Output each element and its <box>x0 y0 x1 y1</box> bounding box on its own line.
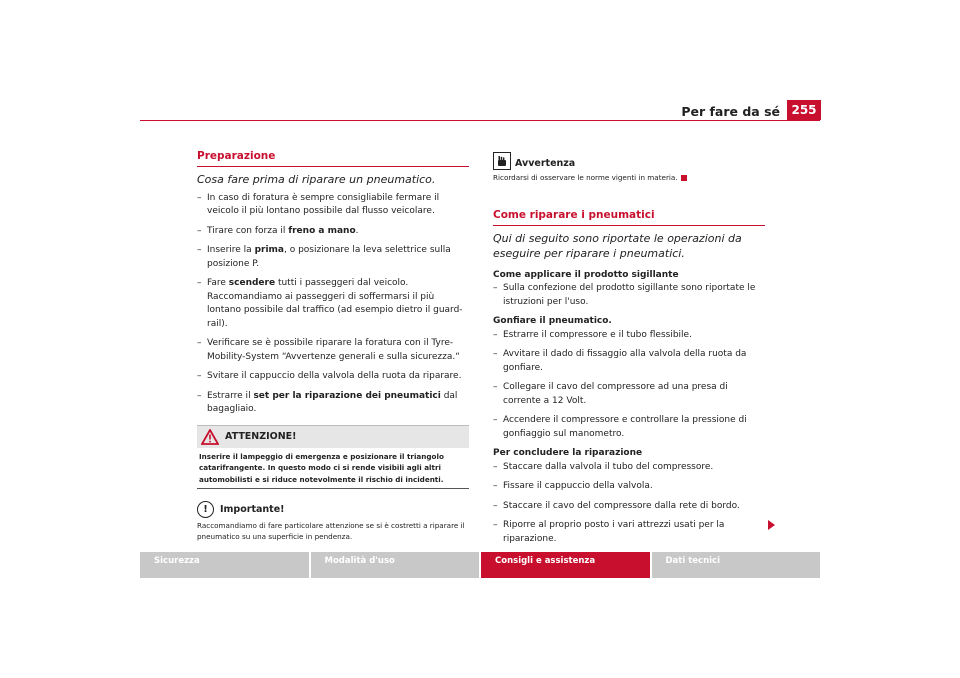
subsection-heading: Gonfiare il pneumatico. <box>493 316 612 326</box>
list-item: – Sulla confezione del prodotto sigillante sono riportate le istruzioni per l'uso. <box>493 282 765 309</box>
tip-header <box>493 152 765 170</box>
warning-body: Inserire il lampeggio di emergenza e posizionare il triangolo catarifrangente. In questo modo ci si rende visibili agli altri automobilisti e si riduce notevolmente il rischio di incidenti. <box>199 451 444 484</box>
note-body: Raccomandiamo di fare particolare attenzione se si è costretti a riparare il pneumatico su una superficie in pendenza. <box>197 521 465 541</box>
list-item: – Tirare con forza il freno a mano. <box>197 225 469 239</box>
list-item: – Riporre al proprio posto i vari attrezzi usati per la riparazione. <box>493 519 765 546</box>
list-item: – Fissare il cappuccio della valvola. <box>493 480 765 494</box>
continue-arrow-icon[interactable] <box>768 520 775 530</box>
list-item: – Staccare dalla valvola il tubo del compressore. <box>493 461 765 475</box>
tip-title: Avvertenza <box>515 157 576 169</box>
warning-title: ATTENZIONE! <box>225 430 297 442</box>
list-item: – Estrarre il compressore e il tubo flessibile. <box>493 329 765 343</box>
exclamation-circle-icon: ! <box>197 501 214 518</box>
list-item: – Verificare se è possibile riparare la foratura con il Tyre-Mobility-System “Avvertenze generali e sulla sicurezza.“ <box>197 337 469 364</box>
section-subtitle: Qui di seguito sono riportate le operazioni da eseguire per riparare i pneumatici. <box>493 231 742 260</box>
header-rule <box>140 120 820 121</box>
note-header <box>197 501 469 518</box>
list-item: – Estrarre il set per la riparazione dei pneumatici dal bagagliaio. <box>197 390 469 417</box>
section-subtitle: Cosa fare prima di riparare un pneumatico. <box>197 172 436 186</box>
list-item: – In caso di foratura è sempre consigliabile fermare il veicolo il più lontano possibile dal flusso veicolare. <box>197 192 469 219</box>
tab-consigli-assistenza[interactable]: Consigli e assistenza <box>481 552 652 578</box>
list-item: – Accendere il compressore e controllare la pressione di gonfiaggio sul manometro. <box>493 414 765 441</box>
end-mark-icon <box>681 175 687 181</box>
subsection-heading: Come applicare il prodotto sigillante <box>493 269 679 280</box>
section-rule <box>493 225 765 226</box>
list-item: – Staccare il cavo del compressore dalla rete di bordo. <box>493 500 765 514</box>
tab-sicurezza[interactable]: Sicurezza <box>140 552 311 578</box>
list-item: – Avvitare il dado di fissaggio alla valvola della ruota da gonfiare. <box>493 348 765 375</box>
warning-box <box>197 425 469 490</box>
list-item: – Collegare il cavo del compressore ad una presa di corrente a 12 Volt. <box>493 381 765 408</box>
section-title-come-riparare: Come riparare i pneumatici <box>493 209 655 221</box>
right-column <box>493 150 765 552</box>
page-number: 255 <box>787 100 821 120</box>
footer-nav <box>140 552 820 578</box>
section-rule <box>197 166 469 167</box>
tab-modalita-uso[interactable]: Modalità d'uso <box>311 552 482 578</box>
page-header-title: Per fare da sé <box>681 104 780 119</box>
left-column <box>197 150 469 542</box>
warning-triangle-icon <box>201 429 219 445</box>
subsection-heading: Per concludere la riparazione <box>493 448 643 458</box>
section-title-preparazione: Preparazione <box>197 150 276 162</box>
tip-body: Ricordarsi di osservare le norme vigenti in materia. <box>493 172 765 183</box>
tab-dati-tecnici[interactable]: Dati tecnici <box>652 552 821 578</box>
note-title: Importante! <box>220 503 285 515</box>
hand-pointing-icon <box>493 152 511 170</box>
list-item: – Inserire la prima, o posizionare la leva selettrice sulla posizione P. <box>197 244 469 271</box>
list-item: – Fare scendere tutti i passeggeri dal veicolo. Raccomandiamo ai passeggeri di soffermarsi il più lontano possibile dal traffico (ad esempio dietro il guard-rail). <box>197 277 469 331</box>
warning-header <box>197 425 469 448</box>
list-item: – Svitare il cappuccio della valvola della ruota da riparare. <box>197 370 469 384</box>
